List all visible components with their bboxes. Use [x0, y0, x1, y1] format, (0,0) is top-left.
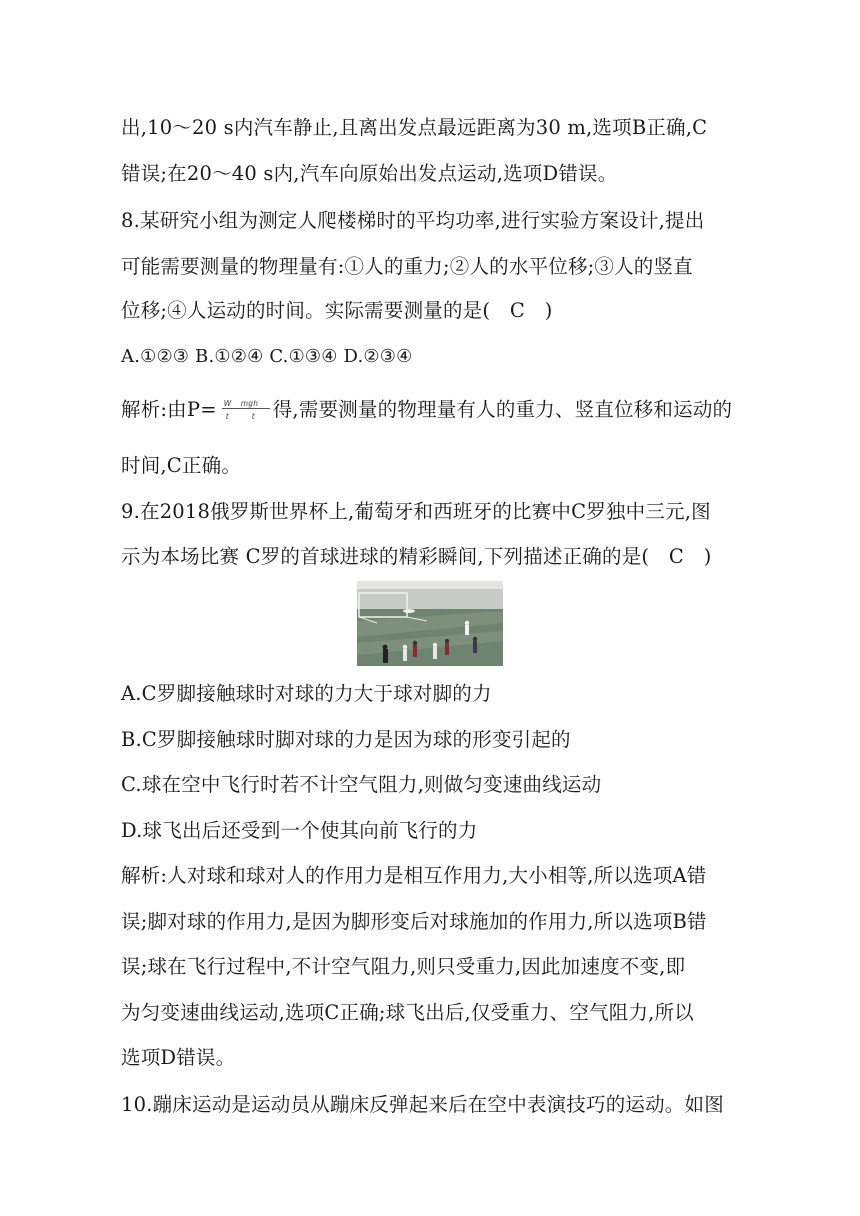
- option-c: C.球在空中飞行时若不计空气阻力,则做匀变速曲线运动: [121, 773, 602, 796]
- analysis-9-line: 解析:人对球和球对人的作用力是相互作用力,大小相等,所以选项A错: [121, 864, 707, 887]
- question-10-line: 10.蹦床运动是运动员从蹦床反弹起来后在空中表演技巧的运动。如图: [121, 1093, 724, 1116]
- soccer-goal-photo: [357, 581, 503, 666]
- text-line: 错误;在20～40 s内,汽车向原始出发点运动,选项D错误。: [121, 162, 618, 185]
- analysis-prefix: 解析:由P=: [121, 398, 217, 421]
- text-line: 误;球在飞行过程中,不计空气阻力,则只受重力,因此加速度不变,即: [121, 955, 686, 978]
- text-line: 位移;④人运动的时间。实际需要测量的是( C ): [121, 299, 553, 322]
- option-a: A.C罗脚接触球时对球的力大于球对脚的力: [121, 682, 492, 705]
- option-b: B.C罗脚接触球时脚对球的力是因为球的形变引起的: [121, 728, 571, 751]
- analysis-8-line: [121, 396, 741, 424]
- text-line: 出,10～20 s内汽车静止,且离出发点最远距离为30 m,选项B正确,C: [121, 116, 708, 139]
- text-line: 选项D错误。: [121, 1046, 236, 1069]
- question-8-line: 8.某研究小组为测定人爬楼梯时的平均功率,进行实验方案设计,提出: [121, 209, 705, 232]
- formula-numerator-w: W: [223, 398, 232, 408]
- text-line: 时间,C正确。: [121, 454, 242, 477]
- formula-numerator-mgh: mgh: [240, 398, 259, 408]
- power-formula: [218, 398, 272, 424]
- options-line: A.①②③ B.①②④ C.①③④ D.②③④: [121, 346, 413, 367]
- question-9-line: 9.在2018俄罗斯世界杯上,葡萄牙和西班牙的比赛中C罗独中三元,图: [121, 500, 711, 523]
- text-line: 为匀变速曲线运动,选项C正确;球飞出后,仅受重力、空气阻力,所以: [121, 1001, 694, 1024]
- option-d: D.球飞出后还受到一个使其向前飞行的力: [121, 819, 478, 842]
- text-line: 误;脚对球的作用力,是因为脚形变后对球施加的作用力,所以选项B错: [121, 910, 707, 933]
- formula-denominator-t2: t: [251, 411, 255, 421]
- text-line: 示为本场比赛 C罗的首球进球的精彩瞬间,下列描述正确的是( C ): [121, 545, 712, 568]
- formula-denominator-t1: t: [225, 411, 229, 421]
- text-line: 可能需要测量的物理量有:①人的重力;②人的水平位移;③人的竖直: [121, 255, 693, 278]
- analysis-suffix: 得,需要测量的物理量有人的重力、竖直位移和运动的: [272, 398, 733, 421]
- fraction-bar: [222, 408, 270, 409]
